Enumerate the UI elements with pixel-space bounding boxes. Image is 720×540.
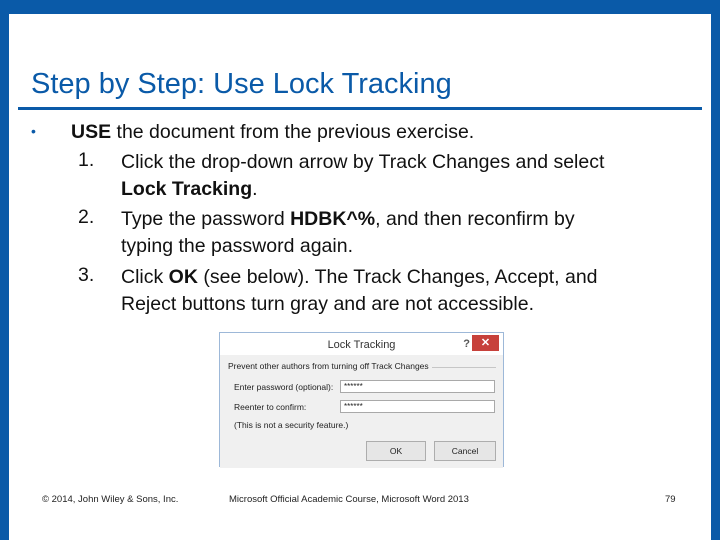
step-text <box>121 206 701 260</box>
bullet-bold: USE <box>71 121 112 143</box>
step-2-bold: HDBK^% <box>290 208 376 230</box>
password-input[interactable]: ****** <box>340 380 495 393</box>
step-2-line-2: typing the password again. <box>121 235 353 257</box>
bullet-text: the document from the previous exercise. <box>111 121 475 143</box>
close-icon[interactable]: ✕ <box>472 335 499 351</box>
ok-button[interactable]: OK <box>366 441 426 461</box>
step-number: 3. <box>78 264 95 286</box>
step-text <box>121 264 701 318</box>
security-note: (This is not a security feature.) <box>234 420 349 430</box>
step-3-pre: Click <box>121 266 169 288</box>
footer-copyright: © 2014, John Wiley & Sons, Inc. <box>42 494 179 505</box>
step-text <box>121 149 701 203</box>
group-label: Prevent other authors from turning off Track Changes <box>228 361 429 371</box>
dialog-titlebar <box>220 333 503 355</box>
group-separator <box>432 367 496 368</box>
step-1-line-1: Click the drop-down arrow by Track Changes and select <box>121 151 605 173</box>
cancel-button[interactable]: Cancel <box>434 441 496 461</box>
step-1-bold: Lock Tracking <box>121 178 253 200</box>
top-band <box>0 0 720 14</box>
slide-title: Step by Step: Use Lock Tracking <box>31 68 452 100</box>
bullet-dot-icon: • <box>31 123 36 139</box>
password-label: Enter password (optional): <box>234 382 334 392</box>
confirm-password-input[interactable]: ****** <box>340 400 495 413</box>
confirm-label: Reenter to confirm: <box>234 402 307 412</box>
help-icon[interactable]: ? <box>463 338 470 350</box>
step-1-tail: . <box>252 178 258 200</box>
step-3-bold: OK <box>168 266 198 288</box>
lock-tracking-dialog <box>219 332 504 467</box>
step-2-post: , and then reconfirm by <box>375 208 575 230</box>
dialog-title: Lock Tracking <box>327 339 396 351</box>
dialog-body <box>220 355 503 468</box>
step-3-line-2: Reject buttons turn gray and are not accessible. <box>121 293 534 315</box>
bullet-item <box>31 121 474 144</box>
step-number: 1. <box>78 149 95 171</box>
step-2-pre: Type the password <box>121 208 291 230</box>
footer-page-number: 79 <box>665 494 676 505</box>
step-number: 2. <box>78 206 95 228</box>
title-rule <box>18 107 702 110</box>
step-3-post: (see below). The Track Changes, Accept, and <box>197 266 598 288</box>
footer-course: Microsoft Official Academic Course, Microsoft Word 2013 <box>229 494 469 505</box>
